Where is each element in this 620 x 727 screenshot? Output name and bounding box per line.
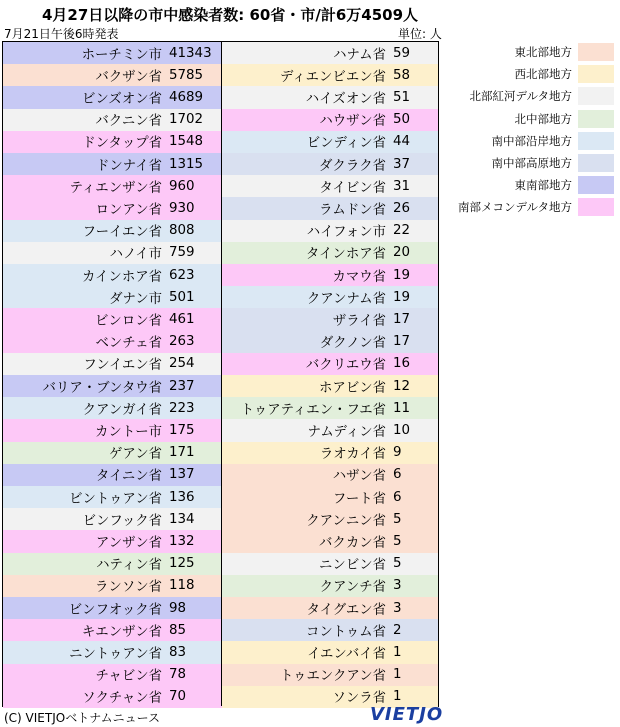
- case-count: 58: [393, 67, 411, 83]
- province-name: カマウ省: [332, 269, 386, 285]
- table-row: [3, 597, 222, 619]
- case-count: 171: [169, 445, 195, 461]
- table-row: [222, 464, 438, 486]
- table-row: [222, 242, 438, 264]
- case-count: 17: [393, 311, 411, 327]
- legend-entry: [453, 108, 618, 130]
- table-row: [222, 641, 438, 663]
- table-row: [222, 86, 438, 108]
- table-row: [222, 331, 438, 353]
- province-name: カインホア省: [82, 269, 162, 285]
- case-count: 31: [393, 178, 411, 194]
- province-name: ソンラ省: [332, 691, 386, 707]
- table-row: [3, 553, 222, 575]
- case-count: 2: [393, 622, 402, 638]
- table-row: [222, 419, 438, 441]
- table-row: [222, 109, 438, 131]
- table-row: [3, 641, 222, 663]
- province-name: ハウザン省: [319, 114, 386, 130]
- case-count: 50: [393, 112, 411, 128]
- case-count: 136: [169, 489, 195, 505]
- province-name: イエンバイ省: [307, 646, 386, 662]
- legend-label: 南中部高原地方: [491, 156, 572, 171]
- province-name: ドンナイ省: [95, 158, 162, 174]
- copyright-text: (C) VIETJOベトナムニュース: [4, 711, 161, 725]
- table-row: [3, 86, 222, 108]
- province-name: ハザン省: [332, 469, 386, 485]
- table-row: [3, 64, 222, 86]
- table-row: [3, 486, 222, 508]
- province-name: タイニン省: [95, 469, 162, 485]
- table-row: [222, 664, 438, 686]
- table-row: [222, 42, 438, 64]
- case-count: 132: [169, 533, 195, 549]
- legend-label: 西北部地方: [514, 67, 572, 82]
- legend-swatch: [578, 176, 614, 194]
- case-count: 930: [169, 200, 195, 216]
- table-row: [3, 619, 222, 641]
- case-count: 44: [393, 134, 411, 150]
- legend-label: 南部メコンデルタ地方: [458, 200, 572, 215]
- province-name: クアンガイ省: [82, 402, 162, 418]
- legend-swatch: [578, 198, 614, 216]
- case-count: 808: [169, 223, 195, 239]
- case-count: 98: [169, 600, 187, 616]
- province-name: バクリエウ省: [305, 358, 386, 374]
- case-count: 51: [393, 89, 411, 105]
- case-count: 175: [169, 422, 195, 438]
- case-count: 5: [393, 556, 402, 572]
- table-row: [3, 442, 222, 464]
- case-count: 16: [393, 356, 411, 372]
- case-count: 137: [169, 467, 195, 483]
- case-count: 461: [169, 311, 195, 327]
- case-count: 5: [393, 511, 402, 527]
- province-name: ハティン省: [96, 558, 162, 574]
- case-count: 78: [169, 667, 187, 683]
- table-row: [222, 619, 438, 641]
- table-row: [3, 353, 222, 375]
- table-row: [222, 486, 438, 508]
- table-row: [3, 464, 222, 486]
- case-count: 5: [393, 533, 402, 549]
- table-row: [3, 664, 222, 686]
- province-name: ダクラク省: [319, 158, 386, 174]
- chart-title: 4月27日以降の市中感染者数: 60省・市/計6万4509人: [41, 6, 419, 24]
- table-row: [222, 264, 438, 286]
- table-row: [3, 397, 222, 419]
- case-count: 41343: [169, 45, 212, 61]
- cases-table: [2, 41, 439, 707]
- table-row: [3, 109, 222, 131]
- table-row: [3, 575, 222, 597]
- case-count: 1: [393, 644, 402, 660]
- province-name: クアンナム省: [306, 291, 386, 307]
- case-count: 1: [393, 667, 402, 683]
- case-count: 125: [169, 556, 195, 572]
- case-count: 11: [393, 400, 411, 416]
- province-name: トゥエンクアン省: [280, 669, 386, 685]
- province-name: カントー市: [95, 424, 162, 440]
- table-row: [222, 197, 438, 219]
- table-row: [222, 530, 438, 552]
- province-name: ハナム省: [333, 47, 386, 63]
- province-name: ダナン市: [109, 291, 162, 307]
- case-count: 85: [169, 622, 187, 638]
- table-row: [222, 575, 438, 597]
- province-name: トゥアティエン・フエ省: [240, 402, 386, 418]
- province-name: ソクチャン省: [82, 691, 162, 707]
- case-count: 26: [393, 200, 411, 216]
- province-name: ハノイ市: [109, 247, 162, 263]
- case-count: 118: [169, 578, 195, 594]
- case-count: 3: [393, 578, 402, 594]
- legend-entry: [453, 130, 618, 152]
- case-count: 623: [169, 267, 195, 283]
- table-row: [3, 242, 222, 264]
- table-row: [3, 175, 222, 197]
- table-row: [222, 153, 438, 175]
- province-name: ベンチェ省: [95, 336, 162, 352]
- case-count: 10: [393, 422, 411, 438]
- province-name: ビントゥアン省: [69, 491, 162, 507]
- case-count: 134: [169, 511, 195, 527]
- case-count: 20: [393, 245, 411, 261]
- legend-entry: [453, 85, 618, 107]
- unit-label: 単位: 人: [398, 27, 442, 41]
- legend-swatch: [578, 154, 614, 172]
- case-count: 6: [393, 467, 402, 483]
- case-count: 22: [393, 223, 411, 239]
- table-row: [222, 597, 438, 619]
- legend-swatch: [578, 132, 614, 150]
- table-row: [3, 131, 222, 153]
- table-row: [222, 353, 438, 375]
- province-name: ビンズオン省: [82, 91, 162, 107]
- table-row: [222, 553, 438, 575]
- province-name: ラムドン省: [319, 202, 386, 218]
- case-count: 223: [169, 400, 195, 416]
- province-name: フンイエン省: [83, 358, 162, 374]
- province-name: ザライ省: [332, 313, 386, 329]
- legend-label: 北中部地方: [514, 111, 572, 126]
- province-name: アンザン省: [95, 535, 162, 551]
- case-count: 1315: [169, 156, 204, 172]
- legend-label: 東南部地方: [514, 178, 572, 193]
- province-name: タイビン省: [319, 180, 386, 196]
- table-row: [3, 42, 222, 64]
- table-row: [3, 286, 222, 308]
- table-row: [3, 220, 222, 242]
- case-count: 83: [169, 644, 187, 660]
- province-name: ビンフオック省: [68, 602, 162, 618]
- table-row: [3, 686, 222, 708]
- province-name: ゲアン省: [108, 447, 162, 463]
- legend-label: 東北部地方: [514, 45, 572, 60]
- province-name: ティエンザン省: [69, 180, 162, 196]
- province-name: クアンニン省: [306, 513, 386, 529]
- province-name: バリア・ブンタウ省: [42, 380, 162, 396]
- vietjo-logo: VIETJO: [370, 704, 444, 725]
- legend-swatch: [578, 110, 614, 128]
- case-count: 501: [169, 289, 195, 305]
- table-row: [3, 308, 222, 330]
- case-count: 70: [169, 689, 187, 705]
- case-count: 237: [169, 378, 195, 394]
- table-row: [3, 530, 222, 552]
- announcement-date: 7月21日午後6時発表: [4, 27, 119, 41]
- table-row: [222, 64, 438, 86]
- case-count: 5785: [169, 67, 204, 83]
- legend-entry: [453, 152, 618, 174]
- legend-entry: [453, 41, 618, 63]
- legend-entry: [453, 174, 618, 196]
- table-row: [3, 153, 222, 175]
- case-count: 263: [169, 334, 195, 350]
- province-name: バクカン省: [319, 535, 386, 551]
- province-name: ホーチミン市: [81, 47, 162, 63]
- case-count: 254: [169, 356, 195, 372]
- province-name: タイグエン省: [306, 602, 386, 618]
- table-row: [3, 375, 222, 397]
- province-name: ダクノン省: [319, 336, 386, 352]
- case-count: 1: [393, 689, 402, 705]
- case-count: 9: [393, 445, 402, 461]
- table-row: [222, 397, 438, 419]
- legend-label: 南中部沿岸地方: [491, 133, 572, 148]
- case-count: 19: [393, 289, 411, 305]
- province-name: ディエンビエン省: [279, 69, 386, 85]
- province-name: ランソン省: [95, 580, 162, 596]
- province-name: ドンタップ省: [82, 136, 162, 152]
- case-count: 59: [393, 45, 411, 61]
- table-row: [222, 508, 438, 530]
- table-row: [3, 508, 222, 530]
- province-name: コントゥム省: [305, 624, 386, 640]
- province-name: タインホア省: [305, 247, 386, 263]
- case-count: 3: [393, 600, 402, 616]
- table-row: [3, 197, 222, 219]
- province-name: ロンアン省: [95, 202, 162, 218]
- province-name: ビンロン省: [95, 313, 162, 329]
- province-name: フート省: [332, 491, 386, 507]
- province-name: ニントゥアン省: [69, 646, 162, 662]
- province-name: フーイエン省: [82, 225, 162, 241]
- province-name: クアンチ省: [319, 580, 386, 596]
- case-count: 1702: [169, 112, 204, 128]
- table-row: [3, 331, 222, 353]
- legend-entry: [453, 63, 618, 85]
- case-count: 960: [169, 178, 195, 194]
- case-count: 1548: [169, 134, 204, 150]
- case-count: 12: [393, 378, 411, 394]
- province-name: ニンビン省: [319, 558, 386, 574]
- province-name: ラオカイ省: [319, 447, 386, 463]
- table-row: [222, 375, 438, 397]
- table-row: [222, 175, 438, 197]
- legend-entry: [453, 196, 618, 218]
- province-name: チャビン省: [95, 669, 162, 685]
- case-count: 17: [393, 334, 411, 350]
- legend-swatch: [578, 65, 614, 83]
- case-count: 19: [393, 267, 411, 283]
- province-name: バクザン省: [95, 69, 162, 85]
- case-count: 6: [393, 489, 402, 505]
- table-row: [3, 264, 222, 286]
- table-row: [222, 286, 438, 308]
- case-count: 37: [393, 156, 411, 172]
- province-name: キエンザン省: [81, 624, 162, 640]
- province-name: ハイフォン市: [306, 225, 386, 241]
- province-name: ハイズオン省: [305, 91, 386, 107]
- table-row: [3, 419, 222, 441]
- case-count: 759: [169, 245, 195, 261]
- case-count: 4689: [169, 89, 204, 105]
- table-row: [222, 220, 438, 242]
- province-name: バクニン省: [95, 114, 162, 130]
- table-row: [222, 308, 438, 330]
- table-row: [222, 442, 438, 464]
- table-row: [222, 131, 438, 153]
- province-name: ビンフック省: [82, 513, 162, 529]
- province-name: ビンディン省: [306, 136, 386, 152]
- province-name: ホアビン省: [319, 380, 386, 396]
- legend-label: 北部紅河デルタ地方: [469, 89, 572, 104]
- legend-swatch: [578, 43, 614, 61]
- legend-swatch: [578, 87, 614, 105]
- province-name: ナムディン省: [307, 424, 386, 440]
